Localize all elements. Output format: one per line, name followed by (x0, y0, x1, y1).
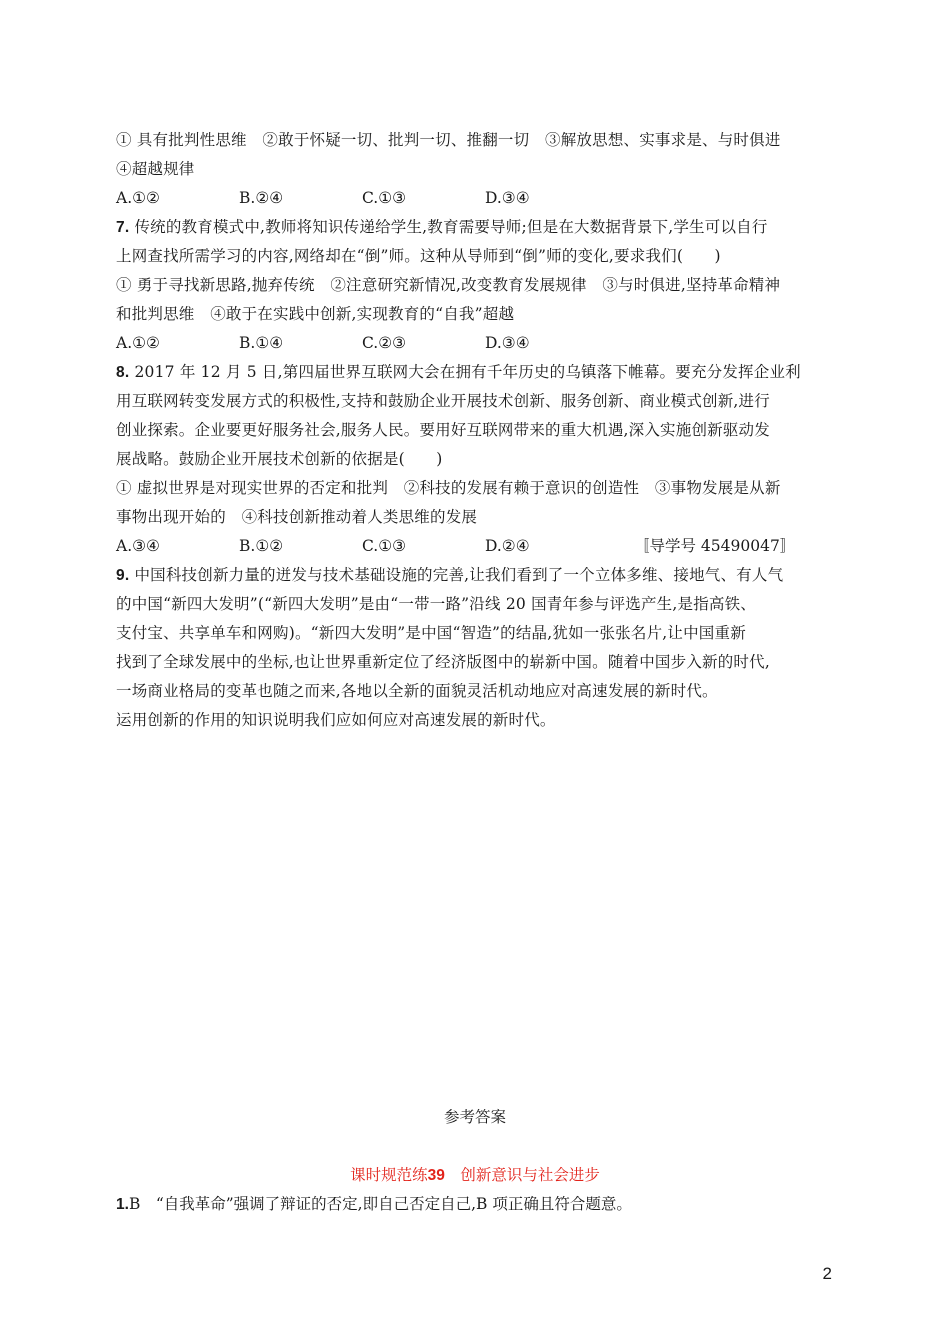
q8-options (116, 532, 836, 561)
q8-stem-line3: 创业探索。企业要更好服务社会,服务人民。要用好互联网带来的重大机遇,深入实施创新驱动发 (116, 421, 770, 439)
q8-stem-line4: 展战略。鼓励企业开展技术创新的依据是( ) (116, 450, 443, 468)
q7-option-a: A.①② (116, 334, 160, 352)
answer-1-number: 1. (116, 1196, 129, 1213)
exercise-content (116, 126, 836, 735)
q8-stem-line2: 用互联网转变发展方式的积极性,支持和鼓励企业开展技术创新、服务创新、商业模式创新,进行 (116, 392, 770, 410)
q8-option-b: B.①② (239, 537, 284, 555)
q8-option-d: D.②④ (485, 537, 530, 555)
q6-option-d: D.③④ (485, 189, 530, 207)
q8-stem-line1: 8. 2017 年 12 月 5 日,第四届世界互联网大会在拥有千年历史的乌镇落下帷幕。要充分发挥企业利 (116, 363, 801, 381)
q7-option-c: C.②③ (362, 334, 407, 352)
q7-stem-line2: 上网查找所需学习的内容,网络却在“倒”师。这种从导师到“倒”师的变化,要求我们( ) (116, 247, 721, 265)
q7-number: 7. (116, 219, 130, 236)
q9-stem-line5: 一场商业格局的变革也随之而来,各地以全新的面貌灵活机动地应对高速发展的新时代。 (116, 682, 718, 700)
q7-items-line2: 和批判思维 ④敢于在实践中创新,实现教育的“自我”超越 (116, 305, 515, 323)
q8-items-line1: ① 虚拟世界是对现实世界的否定和批判 ②科技的发展有赖于意识的创造性 ③事物发展是从新 (116, 479, 781, 497)
q9-stem-line4: 找到了全球发展中的坐标,也让世界重新定位了经济版图中的崭新中国。随着中国步入新的时代, (116, 653, 770, 671)
q7-stem-line1: 7. 传统的教育模式中,教师将知识传递给学生,教育需要导师;但是在大数据背景下,学生可以自行 (116, 218, 768, 236)
q9-question: 运用创新的作用的知识说明我们应如何应对高速发展的新时代。 (116, 711, 556, 729)
q9-stem-line3: 支付宝、共享单车和网购)。“新四大发明”是中国“智造”的结晶,犹如一张张名片,让中国重新 (116, 624, 746, 642)
q6-items-line2: ④超越规律 (116, 160, 195, 178)
page-number: 2 (822, 1264, 832, 1283)
answer-1-text: B “自我革命”强调了辩证的否定,即自己否定自己,B 项正确且符合题意。 (128, 1195, 632, 1213)
q6-option-b: B.②④ (239, 189, 284, 207)
q8-option-a: A.③④ (116, 537, 160, 555)
answer-1 (116, 1191, 632, 1218)
q8-number: 8. (116, 364, 130, 381)
q7-options (116, 329, 836, 358)
q7-items-line1: ① 勇于寻找新思路,抛弃传统 ②注意研究新情况,改变教育发展规律 ③与时俱进,坚持革命精神 (116, 276, 781, 294)
lesson-title (0, 1162, 950, 1189)
q9-stem-line2: 的中国“新四大发明”(“新四大发明”是由“一带一路”沿线 20 国青年参与评选产生,是指高铁、 (116, 595, 756, 613)
q6-option-a: A.①② (116, 189, 160, 207)
q8-reference-number: 〚导学号 45490047〛 (634, 537, 796, 555)
q9-number: 9. (116, 567, 130, 584)
q6-options (116, 184, 836, 213)
q6-items-line1: ① 具有批判性思维 ②敢于怀疑一切、批判一切、推翻一切 ③解放思想、实事求是、与时俱进 (116, 131, 781, 149)
answers-heading: 参考答案 (443, 1108, 506, 1126)
q8-option-c: C.①③ (362, 537, 407, 555)
q8-items-line2: 事物出现开始的 ④科技创新推动着人类思维的发展 (116, 508, 478, 526)
lesson-prefix: 课时规范练 (350, 1166, 428, 1184)
q6-option-c: C.①③ (362, 189, 407, 207)
lesson-name: 创新意识与社会进步 (444, 1166, 600, 1184)
q7-option-d: D.③④ (485, 334, 530, 352)
lesson-number: 39 (427, 1167, 445, 1184)
q7-option-b: B.①④ (239, 334, 284, 352)
q9-stem-line1: 9. 中国科技创新力量的迸发与技术基础设施的完善,让我们看到了一个立体多维、接地气、有人气 (116, 566, 784, 584)
